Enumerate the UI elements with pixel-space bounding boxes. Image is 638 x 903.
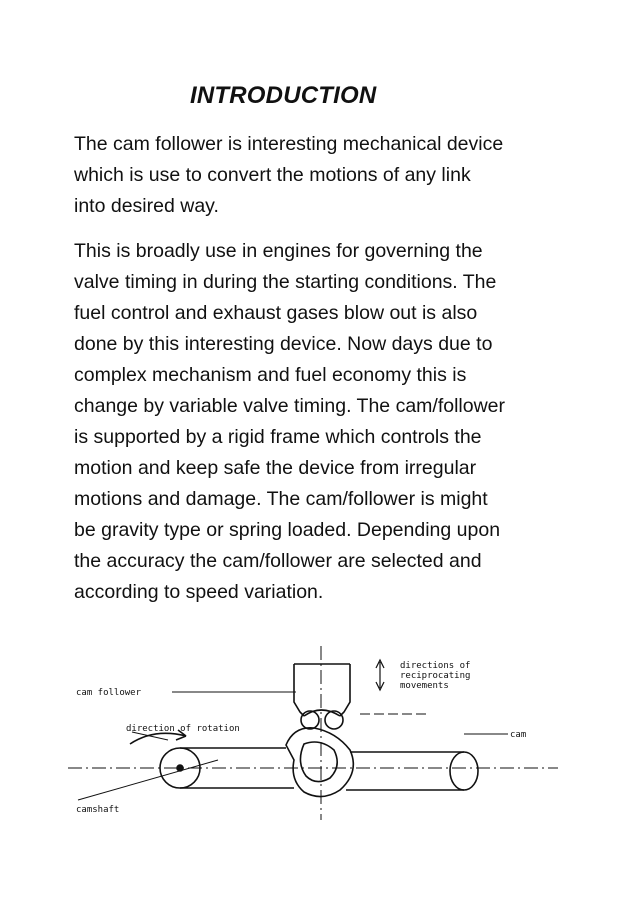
follower-roller — [301, 711, 319, 729]
label-camshaft: camshaft — [76, 805, 120, 815]
camshaft-body-right — [346, 752, 464, 790]
camshaft-end-right — [450, 752, 478, 790]
label-cam-follower: cam follower — [76, 688, 142, 698]
label-cam: cam — [510, 730, 527, 740]
label-reciprocating-3: movements — [400, 681, 449, 691]
cam-lobe — [286, 728, 353, 797]
paragraph-usage: This is broadly use in engines for governing the valve timing in during the starting conditions. The fuel control and exhaust gases blow out is also done by this interesting device. Now days due to complex mechanism and fuel economy this is change by variable valve timing. The cam/follower is supported by a rigid frame which controls the motion and keep safe the device from irregular motions and damage. The cam/follower is might be gravity type or spring loaded. Depending upon the accuracy the cam/follower are selected and according to speed variation. — [74, 240, 506, 603]
page-title: INTRODUCTION — [190, 82, 377, 109]
paragraph-intro: The cam follower is interesting mechanical device which is use to convert the motions of any link into desired way. — [74, 133, 504, 217]
label-reciprocating-1: directions of — [400, 661, 471, 671]
label-direction-of-rotation: direction of rotation — [126, 724, 240, 734]
label-reciprocating-2: reciprocating — [400, 671, 471, 681]
cam-follower-diagram — [68, 640, 558, 825]
follower-rod — [294, 664, 350, 716]
